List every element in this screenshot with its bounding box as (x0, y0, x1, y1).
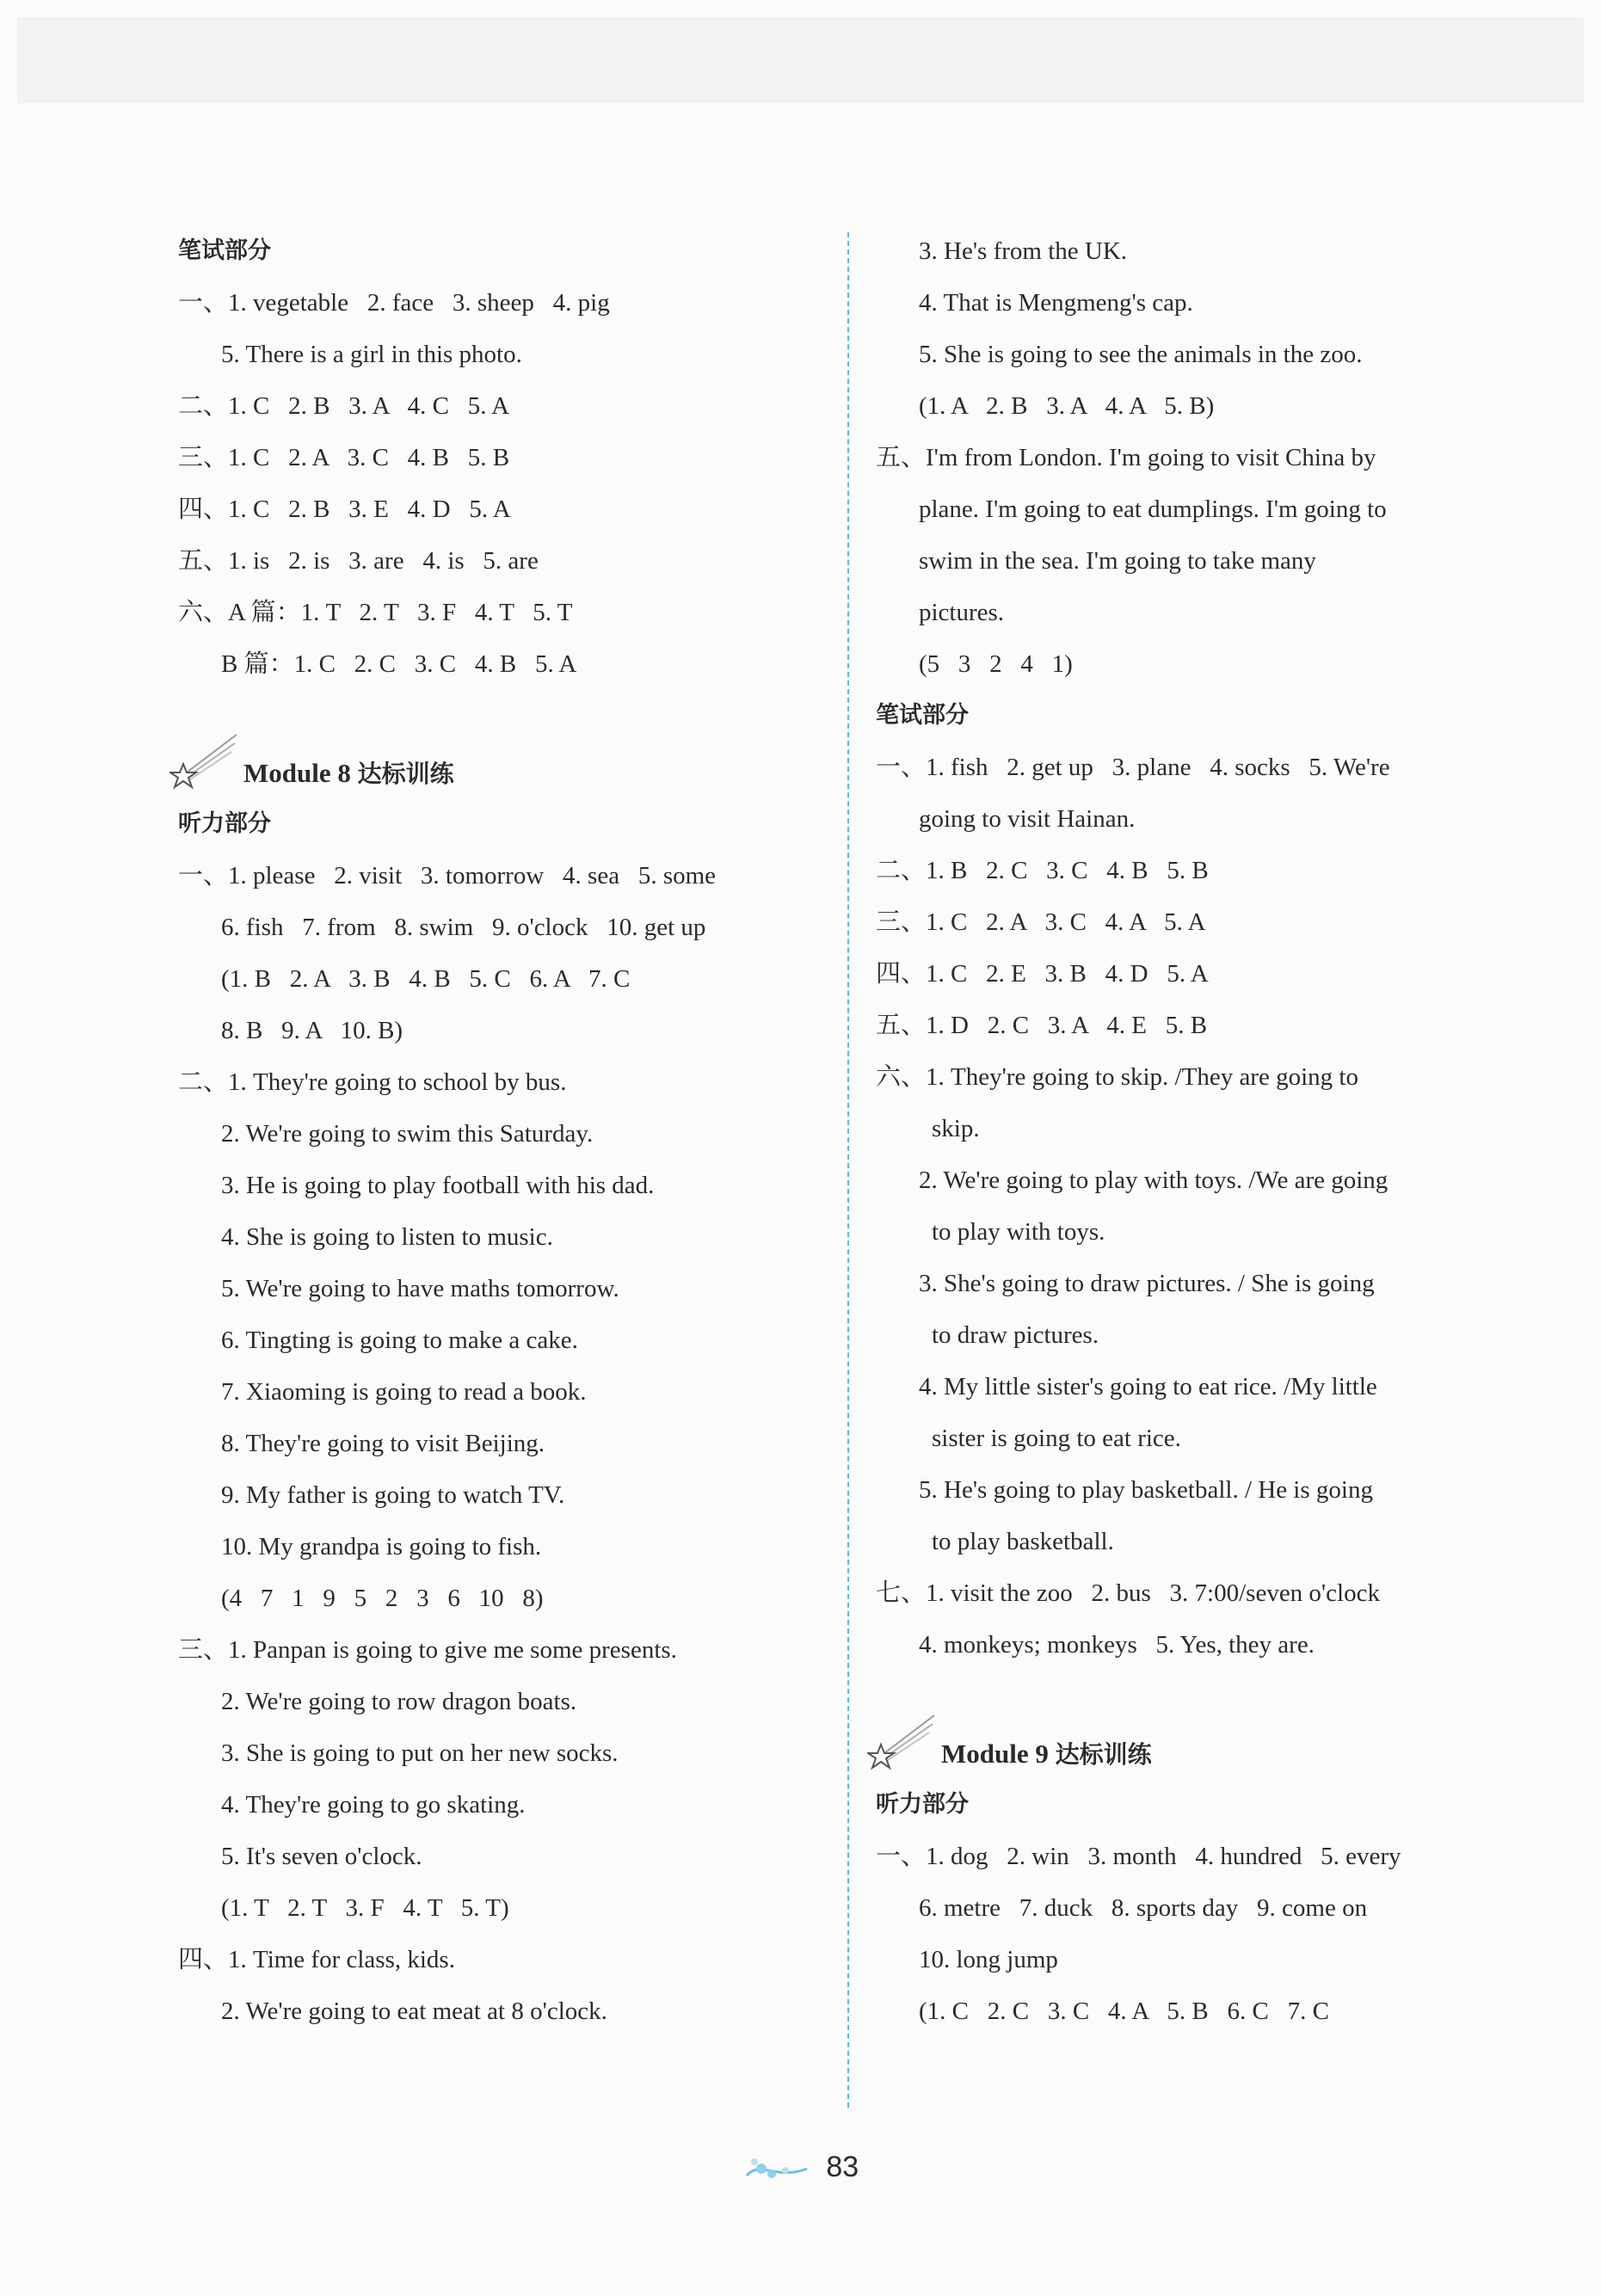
answer-line: 五、1. is 2. is 3. are 4. is 5. are (178, 547, 539, 575)
answer-line: (5 3 2 4 1) (919, 650, 1073, 678)
answer-line: (1. C 2. C 3. C 4. A 5. B 6. C 7. C (919, 1997, 1329, 2025)
flower-icon (742, 2151, 811, 2186)
answer-line: 5. There is a girl in this photo. (221, 341, 522, 368)
answer-line: (1. A 2. B 3. A 4. A 5. B) (919, 392, 1215, 420)
answer-line: 二、1. C 2. B 3. A 4. C 5. A (178, 392, 510, 420)
left-column (178, 225, 832, 2037)
answer-line: going to visit Hainan. (919, 805, 1136, 833)
page-number: 83 (826, 2151, 859, 2183)
answer-line: 三、1. C 2. A 3. C 4. B 5. B (178, 444, 510, 471)
answer-line: to draw pictures. (932, 1321, 1099, 1349)
answer-line: to play with toys. (932, 1218, 1105, 1246)
answer-line: 三、1. C 2. A 3. C 4. A 5. A (876, 908, 1206, 936)
answer-line: 六、A 篇：1. T 2. T 3. F 4. T 5. T (178, 599, 573, 626)
answer-line: 2. We're going to row dragon boats. (221, 1688, 577, 1715)
answer-line: 三、1. Panpan is going to give me some presents. (178, 1636, 677, 1664)
answer-line: 5. We're going to have maths tomorrow. (221, 1275, 619, 1302)
answer-line: 4. My little sister's going to eat rice. /My little (919, 1373, 1377, 1400)
answer-line: 6. Tingting is going to make a cake. (221, 1327, 578, 1354)
answer-line: 4. She is going to listen to music. (221, 1223, 553, 1251)
answer-line: 二、1. They're going to school by bus. (178, 1068, 567, 1096)
answer-line: 8. B 9. A 10. B) (221, 1017, 403, 1044)
answer-line: 5. He's going to play basketball. / He is going (919, 1476, 1373, 1504)
answer-line: 一、1. dog 2. win 3. month 4. hundred 5. every (876, 1843, 1401, 1870)
answer-line: 六、1. They're going to skip. /They are going to (876, 1063, 1358, 1091)
answer-line: sister is going to eat rice. (932, 1425, 1181, 1452)
answer-line: swim in the sea. I'm going to take many (919, 547, 1316, 575)
answer-line: 2. We're going to play with toys. /We are going (919, 1166, 1389, 1194)
answer-line: skip. (932, 1115, 980, 1142)
answer-line: to play basketball. (932, 1528, 1114, 1555)
answer-line: 9. My father is going to watch TV. (221, 1481, 565, 1509)
answer-line: pictures. (919, 599, 1005, 626)
answer-line: 2. We're going to swim this Saturday. (221, 1120, 594, 1148)
answer-line: (4 7 1 9 5 2 3 6 10 8) (221, 1585, 544, 1612)
answer-line: 6. metre 7. duck 8. sports day 9. come on (919, 1894, 1368, 1922)
answer-line: 5. She is going to see the animals in the zoo. (919, 341, 1363, 368)
section-heading: 笔试部分 (178, 237, 271, 264)
shooting-star-icon (169, 729, 238, 790)
answer-line: (1. B 2. A 3. B 4. B 5. C 6. A 7. C (221, 965, 631, 993)
answer-line: 4. That is Mengmeng's cap. (919, 289, 1193, 317)
answer-line: (1. T 2. T 3. F 4. T 5. T) (221, 1894, 509, 1922)
answer-line: 7. Xiaoming is going to read a book. (221, 1378, 587, 1406)
answer-line: 6. fish 7. from 8. swim 9. o'clock 10. get up (221, 914, 706, 941)
answer-line: 七、1. visit the zoo 2. bus 3. 7:00/seven o'clock (876, 1579, 1380, 1607)
right-column (876, 225, 1512, 2037)
section-heading: 笔试部分 (876, 702, 969, 729)
answer-line: plane. I'm going to eat dumplings. I'm going to (919, 496, 1387, 523)
answer-line: 一、1. please 2. visit 3. tomorrow 4. sea 5. some (178, 862, 717, 889)
answer-line: 5. It's seven o'clock. (221, 1843, 422, 1870)
answer-line: 10. My grandpa is going to fish. (221, 1533, 542, 1560)
answer-line: 8. They're going to visit Beijing. (221, 1430, 545, 1457)
shooting-star-icon (867, 1710, 936, 1770)
header-band (17, 17, 1584, 103)
module-heading (178, 724, 832, 798)
answer-line: 一、1. vegetable 2. face 3. sheep 4. pig (178, 289, 610, 317)
section-heading: 听力部分 (876, 1791, 969, 1818)
answer-line: 五、1. D 2. C 3. A 4. E 5. B (876, 1012, 1208, 1039)
answer-line: 一、1. fish 2. get up 3. plane 4. socks 5. We're (876, 754, 1390, 781)
module-heading (876, 1705, 1512, 1779)
answer-line: 四、1. C 2. E 3. B 4. D 5. A (876, 960, 1209, 988)
answer-line: 3. She's going to draw pictures. / She is going (919, 1270, 1375, 1297)
answer-line: 五、I'm from London. I'm going to visit China by (876, 444, 1376, 471)
answer-line: 4. They're going to go skating. (221, 1791, 526, 1819)
module-title: Module 8 达标训练 (243, 758, 454, 788)
answer-line: 二、1. B 2. C 3. C 4. B 5. B (876, 857, 1209, 884)
answer-line: 3. He is going to play football with his dad. (221, 1172, 655, 1199)
answer-line: 3. She is going to put on her new socks. (221, 1739, 619, 1767)
answer-line: B 篇：1. C 2. C 3. C 4. B 5. A (221, 650, 577, 678)
module-title: Module 9 达标训练 (941, 1739, 1152, 1769)
column-divider (847, 232, 849, 2108)
answer-line: 四、1. C 2. B 3. E 4. D 5. A (178, 496, 511, 523)
page-footer (0, 2151, 1601, 2186)
answer-line: 3. He's from the UK. (919, 237, 1128, 265)
answer-line: 四、1. Time for class, kids. (178, 1946, 455, 1973)
answer-line: 4. monkeys; monkeys 5. Yes, they are. (919, 1631, 1315, 1659)
section-heading: 听力部分 (178, 810, 271, 837)
answer-line: 10. long jump (919, 1946, 1058, 1973)
answer-line: 2. We're going to eat meat at 8 o'clock. (221, 1997, 607, 2025)
